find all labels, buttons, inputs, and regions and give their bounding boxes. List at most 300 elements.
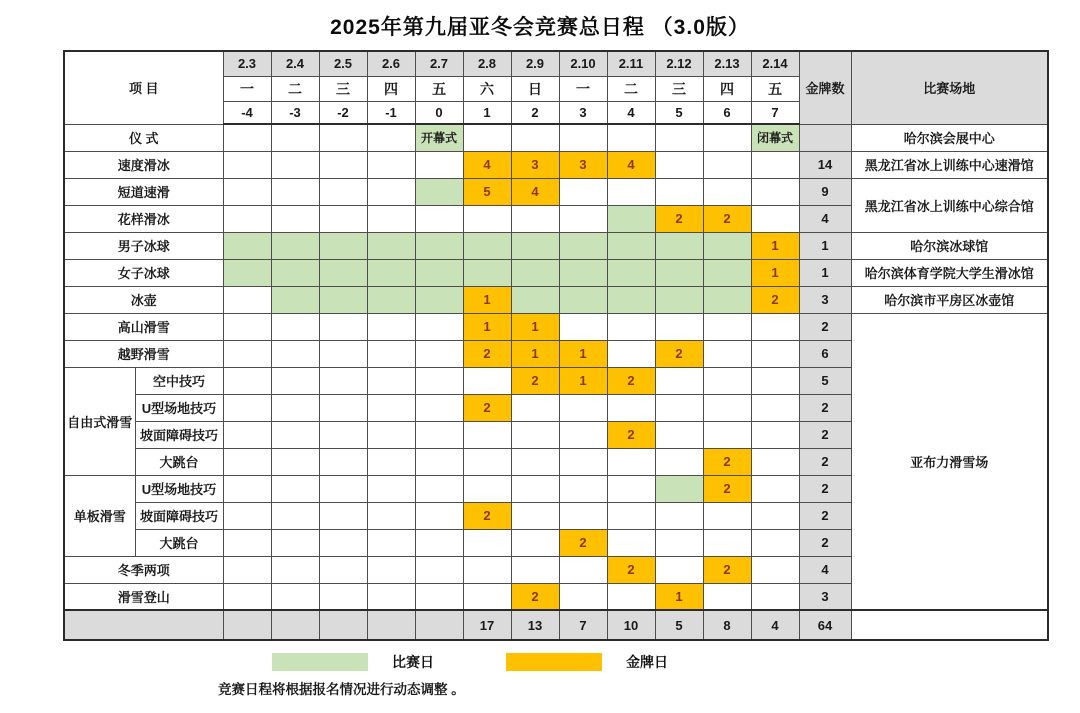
date-cell bbox=[319, 151, 367, 178]
date-cell bbox=[463, 259, 511, 286]
date-cell bbox=[223, 340, 271, 367]
legend bbox=[272, 652, 1080, 672]
date-cell bbox=[271, 151, 319, 178]
gold-day-label: 金牌日 bbox=[626, 654, 668, 670]
table-row bbox=[64, 286, 1048, 313]
date-cell bbox=[655, 421, 703, 448]
date-cell bbox=[655, 394, 703, 421]
date-cell bbox=[463, 448, 511, 475]
date-cell bbox=[703, 259, 751, 286]
page-title: 2025年第九届亚冬会竞赛总日程 （3.0版） bbox=[330, 16, 750, 39]
date-cell bbox=[607, 286, 655, 313]
date-cell bbox=[367, 421, 415, 448]
gold-count-cell: 2 bbox=[799, 313, 851, 340]
totals-date-cell bbox=[319, 610, 367, 640]
footnote: 竞赛日程将根据报名情况进行动态调整 。 bbox=[218, 682, 465, 697]
project-header-cell: 项 目 bbox=[64, 51, 223, 124]
date-cell: 2 bbox=[703, 556, 751, 583]
date-cell bbox=[463, 367, 511, 394]
date-header-cell: 2.14 bbox=[751, 51, 799, 76]
daynumber-header-cell: 3 bbox=[559, 101, 607, 124]
date-cell bbox=[271, 340, 319, 367]
date-cell bbox=[367, 394, 415, 421]
date-cell bbox=[367, 124, 415, 151]
date-cell bbox=[415, 421, 463, 448]
date-cell bbox=[703, 151, 751, 178]
totals-date-cell: 17 bbox=[463, 610, 511, 640]
totals-date-cell: 7 bbox=[559, 610, 607, 640]
date-cell: 2 bbox=[751, 286, 799, 313]
date-cell bbox=[223, 259, 271, 286]
totals-date-cell: 10 bbox=[607, 610, 655, 640]
date-cell bbox=[607, 448, 655, 475]
date-cell bbox=[559, 421, 607, 448]
date-cell bbox=[415, 286, 463, 313]
date-cell bbox=[271, 178, 319, 205]
date-header-cell: 2.7 bbox=[415, 51, 463, 76]
table-row bbox=[64, 178, 1048, 205]
date-cell bbox=[319, 313, 367, 340]
date-cell bbox=[607, 124, 655, 151]
date-cell bbox=[559, 205, 607, 232]
date-cell: 2 bbox=[463, 394, 511, 421]
date-cell bbox=[271, 502, 319, 529]
date-header-cell: 2.3 bbox=[223, 51, 271, 76]
date-cell bbox=[655, 151, 703, 178]
project-label-cell: 越野滑雪 bbox=[64, 340, 223, 367]
date-cell bbox=[319, 259, 367, 286]
date-cell bbox=[367, 313, 415, 340]
date-cell bbox=[751, 367, 799, 394]
date-cell bbox=[463, 232, 511, 259]
date-cell bbox=[367, 529, 415, 556]
date-cell bbox=[559, 178, 607, 205]
date-cell bbox=[463, 205, 511, 232]
date-header-cell: 2.9 bbox=[511, 51, 559, 76]
group-label-cell: 单板滑雪 bbox=[64, 475, 135, 556]
weekday-header-cell: 五 bbox=[751, 76, 799, 101]
date-cell bbox=[271, 583, 319, 610]
date-cell: 2 bbox=[703, 475, 751, 502]
date-cell bbox=[223, 421, 271, 448]
venue-cell: 哈尔滨体育学院大学生滑冰馆 bbox=[851, 259, 1048, 286]
date-cell bbox=[415, 367, 463, 394]
date-cell bbox=[703, 502, 751, 529]
project-label-cell: 大跳台 bbox=[135, 529, 223, 556]
totals-date-cell: 8 bbox=[703, 610, 751, 640]
gold-count-cell: 4 bbox=[799, 205, 851, 232]
date-cell bbox=[319, 421, 367, 448]
date-cell bbox=[559, 448, 607, 475]
date-cell bbox=[703, 394, 751, 421]
weekday-header-cell: 二 bbox=[607, 76, 655, 101]
date-header-cell: 2.8 bbox=[463, 51, 511, 76]
gold-count-cell: 4 bbox=[799, 556, 851, 583]
date-cell bbox=[751, 421, 799, 448]
totals-label-cell bbox=[64, 610, 223, 640]
date-cell bbox=[703, 313, 751, 340]
gold-count-cell: 9 bbox=[799, 178, 851, 205]
date-cell bbox=[223, 529, 271, 556]
date-cell bbox=[607, 205, 655, 232]
date-header-cell: 2.12 bbox=[655, 51, 703, 76]
gold-count-cell: 14 bbox=[799, 151, 851, 178]
weekday-header-cell: 四 bbox=[703, 76, 751, 101]
date-cell bbox=[511, 448, 559, 475]
date-cell: 4 bbox=[511, 178, 559, 205]
date-cell: 2 bbox=[607, 421, 655, 448]
project-label-cell: U型场地技巧 bbox=[135, 475, 223, 502]
gold-header-cell: 金牌数 bbox=[799, 51, 851, 124]
date-cell bbox=[319, 556, 367, 583]
totals-date-cell: 13 bbox=[511, 610, 559, 640]
date-cell bbox=[223, 286, 271, 313]
date-cell bbox=[223, 502, 271, 529]
date-cell bbox=[751, 313, 799, 340]
date-cell bbox=[559, 124, 607, 151]
group-label-cell: 自由式滑雪 bbox=[64, 367, 135, 475]
date-cell bbox=[559, 394, 607, 421]
date-cell bbox=[655, 124, 703, 151]
date-cell: 3 bbox=[559, 151, 607, 178]
venue-cell: 哈尔滨市平房区冰壶馆 bbox=[851, 286, 1048, 313]
date-cell bbox=[223, 151, 271, 178]
date-cell bbox=[703, 421, 751, 448]
date-cell bbox=[223, 448, 271, 475]
weekday-header-cell: 日 bbox=[511, 76, 559, 101]
date-cell bbox=[607, 394, 655, 421]
daynumber-header-cell: 4 bbox=[607, 101, 655, 124]
venue-cell: 哈尔滨冰球馆 bbox=[851, 232, 1048, 259]
daynumber-header-cell: 1 bbox=[463, 101, 511, 124]
date-cell bbox=[415, 583, 463, 610]
date-header-cell: 2.10 bbox=[559, 51, 607, 76]
venue-cell: 黑龙江省冰上训练中心综合馆 bbox=[851, 178, 1048, 232]
date-cell bbox=[703, 178, 751, 205]
date-cell bbox=[463, 529, 511, 556]
gold-count-cell: 2 bbox=[799, 448, 851, 475]
date-cell bbox=[319, 502, 367, 529]
date-cell bbox=[415, 313, 463, 340]
date-cell: 5 bbox=[463, 178, 511, 205]
date-cell bbox=[703, 286, 751, 313]
date-cell bbox=[319, 178, 367, 205]
date-cell bbox=[271, 529, 319, 556]
date-cell bbox=[319, 205, 367, 232]
date-cell bbox=[271, 421, 319, 448]
date-cell bbox=[607, 232, 655, 259]
table-row bbox=[64, 313, 1048, 340]
date-cell bbox=[655, 502, 703, 529]
date-cell bbox=[559, 313, 607, 340]
date-cell bbox=[655, 529, 703, 556]
date-cell bbox=[415, 394, 463, 421]
date-cell bbox=[607, 475, 655, 502]
project-label-cell: 花样滑冰 bbox=[64, 205, 223, 232]
date-cell bbox=[367, 448, 415, 475]
date-cell bbox=[607, 583, 655, 610]
date-cell bbox=[559, 556, 607, 583]
date-cell bbox=[319, 475, 367, 502]
date-cell bbox=[319, 232, 367, 259]
date-cell bbox=[751, 502, 799, 529]
header-row-dates bbox=[64, 51, 1048, 76]
gold-count-cell: 1 bbox=[799, 259, 851, 286]
date-cell bbox=[511, 529, 559, 556]
daynumber-header-cell: -3 bbox=[271, 101, 319, 124]
project-label-cell: 大跳台 bbox=[135, 448, 223, 475]
project-label-cell: U型场地技巧 bbox=[135, 394, 223, 421]
date-cell bbox=[559, 583, 607, 610]
date-cell bbox=[223, 475, 271, 502]
date-cell bbox=[367, 232, 415, 259]
date-cell bbox=[751, 178, 799, 205]
date-cell bbox=[607, 502, 655, 529]
date-cell bbox=[559, 286, 607, 313]
project-label-cell: 空中技巧 bbox=[135, 367, 223, 394]
competition-day-swatch bbox=[272, 653, 368, 671]
date-cell bbox=[655, 367, 703, 394]
gold-count-cell: 2 bbox=[799, 502, 851, 529]
date-cell bbox=[367, 367, 415, 394]
date-cell bbox=[511, 259, 559, 286]
date-cell bbox=[655, 556, 703, 583]
daynumber-header-cell: -2 bbox=[319, 101, 367, 124]
date-cell bbox=[415, 259, 463, 286]
project-label-cell: 冬季两项 bbox=[64, 556, 223, 583]
date-cell bbox=[271, 313, 319, 340]
date-cell bbox=[271, 448, 319, 475]
project-label-cell: 坡面障碍技巧 bbox=[135, 421, 223, 448]
date-cell: 1 bbox=[559, 340, 607, 367]
date-cell bbox=[607, 178, 655, 205]
date-cell bbox=[607, 340, 655, 367]
date-cell bbox=[223, 178, 271, 205]
table-body bbox=[64, 124, 1048, 640]
date-cell bbox=[511, 394, 559, 421]
date-cell bbox=[703, 232, 751, 259]
date-cell: 1 bbox=[751, 232, 799, 259]
gold-count-cell: 2 bbox=[799, 394, 851, 421]
date-cell bbox=[463, 475, 511, 502]
date-cell bbox=[223, 367, 271, 394]
competition-day-label: 比赛日 bbox=[392, 654, 434, 670]
gold-day-swatch bbox=[506, 653, 602, 671]
date-cell bbox=[271, 394, 319, 421]
date-cell bbox=[415, 178, 463, 205]
date-cell bbox=[463, 124, 511, 151]
date-cell bbox=[367, 286, 415, 313]
date-cell bbox=[223, 205, 271, 232]
date-cell bbox=[319, 340, 367, 367]
date-cell bbox=[271, 475, 319, 502]
date-cell bbox=[751, 151, 799, 178]
daynumber-header-cell: 6 bbox=[703, 101, 751, 124]
date-cell bbox=[559, 502, 607, 529]
date-header-cell: 2.5 bbox=[319, 51, 367, 76]
date-cell bbox=[463, 583, 511, 610]
date-cell bbox=[223, 313, 271, 340]
date-cell bbox=[751, 205, 799, 232]
date-cell bbox=[607, 259, 655, 286]
date-cell: 1 bbox=[511, 313, 559, 340]
date-cell bbox=[511, 421, 559, 448]
date-cell: 2 bbox=[511, 367, 559, 394]
date-cell bbox=[511, 124, 559, 151]
date-cell bbox=[751, 583, 799, 610]
venue-cell: 哈尔滨会展中心 bbox=[851, 124, 1048, 151]
date-cell bbox=[415, 232, 463, 259]
date-cell bbox=[271, 205, 319, 232]
daynumber-header-cell: 2 bbox=[511, 101, 559, 124]
date-cell bbox=[703, 340, 751, 367]
table-header bbox=[64, 51, 1048, 124]
date-cell bbox=[751, 475, 799, 502]
date-cell: 1 bbox=[463, 313, 511, 340]
date-cell bbox=[367, 178, 415, 205]
date-cell bbox=[367, 259, 415, 286]
weekday-header-cell: 一 bbox=[559, 76, 607, 101]
date-cell: 开幕式 bbox=[415, 124, 463, 151]
date-cell bbox=[415, 448, 463, 475]
date-cell bbox=[367, 475, 415, 502]
totals-date-cell bbox=[415, 610, 463, 640]
date-cell: 1 bbox=[655, 583, 703, 610]
date-cell bbox=[559, 475, 607, 502]
date-cell bbox=[655, 448, 703, 475]
gold-count-cell: 3 bbox=[799, 286, 851, 313]
date-cell bbox=[655, 286, 703, 313]
project-label-cell: 女子冰球 bbox=[64, 259, 223, 286]
date-cell bbox=[607, 313, 655, 340]
date-cell: 2 bbox=[655, 205, 703, 232]
date-cell bbox=[367, 583, 415, 610]
date-cell bbox=[271, 232, 319, 259]
gold-count-cell bbox=[799, 124, 851, 151]
totals-date-cell: 4 bbox=[751, 610, 799, 640]
totals-gold-cell: 64 bbox=[799, 610, 851, 640]
weekday-header-cell: 一 bbox=[223, 76, 271, 101]
date-cell: 2 bbox=[559, 529, 607, 556]
table-row bbox=[64, 151, 1048, 178]
date-cell bbox=[319, 124, 367, 151]
date-cell bbox=[415, 529, 463, 556]
date-cell bbox=[415, 556, 463, 583]
gold-count-cell: 5 bbox=[799, 367, 851, 394]
project-label-cell: 高山滑雪 bbox=[64, 313, 223, 340]
date-cell: 2 bbox=[463, 340, 511, 367]
gold-count-cell: 6 bbox=[799, 340, 851, 367]
date-cell bbox=[223, 583, 271, 610]
date-cell bbox=[751, 529, 799, 556]
date-cell bbox=[223, 556, 271, 583]
date-header-cell: 2.6 bbox=[367, 51, 415, 76]
date-cell bbox=[511, 286, 559, 313]
gold-count-cell: 3 bbox=[799, 583, 851, 610]
date-header-cell: 2.11 bbox=[607, 51, 655, 76]
date-cell bbox=[415, 205, 463, 232]
totals-date-cell bbox=[223, 610, 271, 640]
date-cell bbox=[367, 340, 415, 367]
date-cell: 2 bbox=[607, 556, 655, 583]
date-cell bbox=[751, 448, 799, 475]
weekday-header-cell: 三 bbox=[319, 76, 367, 101]
date-cell bbox=[655, 259, 703, 286]
weekday-header-cell: 二 bbox=[271, 76, 319, 101]
weekday-header-cell: 四 bbox=[367, 76, 415, 101]
date-cell bbox=[319, 367, 367, 394]
table-row bbox=[64, 124, 1048, 151]
venue-cell: 黑龙江省冰上训练中心速滑馆 bbox=[851, 151, 1048, 178]
date-cell: 2 bbox=[607, 367, 655, 394]
venue-header-cell: 比赛场地 bbox=[851, 51, 1048, 124]
date-cell bbox=[751, 340, 799, 367]
date-cell bbox=[271, 124, 319, 151]
daynumber-header-cell: -1 bbox=[367, 101, 415, 124]
date-cell bbox=[655, 313, 703, 340]
date-cell bbox=[271, 367, 319, 394]
date-cell bbox=[655, 178, 703, 205]
project-label-cell: 仪 式 bbox=[64, 124, 223, 151]
project-label-cell: 坡面障碍技巧 bbox=[135, 502, 223, 529]
gold-count-cell: 2 bbox=[799, 475, 851, 502]
date-cell bbox=[319, 529, 367, 556]
date-cell bbox=[511, 502, 559, 529]
date-cell bbox=[463, 421, 511, 448]
weekday-header-cell: 三 bbox=[655, 76, 703, 101]
project-label-cell: 滑雪登山 bbox=[64, 583, 223, 610]
date-header-cell: 2.4 bbox=[271, 51, 319, 76]
date-cell bbox=[271, 259, 319, 286]
date-cell bbox=[511, 205, 559, 232]
schedule-table bbox=[63, 50, 1049, 641]
project-label-cell: 短道速滑 bbox=[64, 178, 223, 205]
date-cell: 1 bbox=[751, 259, 799, 286]
date-cell bbox=[319, 286, 367, 313]
date-cell bbox=[271, 556, 319, 583]
date-cell: 闭幕式 bbox=[751, 124, 799, 151]
date-cell bbox=[319, 583, 367, 610]
totals-date-cell bbox=[271, 610, 319, 640]
date-cell bbox=[655, 475, 703, 502]
date-cell: 2 bbox=[511, 583, 559, 610]
date-cell bbox=[559, 259, 607, 286]
date-cell bbox=[415, 151, 463, 178]
date-cell: 2 bbox=[463, 502, 511, 529]
date-cell bbox=[367, 151, 415, 178]
date-cell: 1 bbox=[559, 367, 607, 394]
project-label-cell: 速度滑冰 bbox=[64, 151, 223, 178]
date-cell bbox=[223, 124, 271, 151]
totals-venue-cell bbox=[851, 610, 1048, 640]
date-cell: 4 bbox=[463, 151, 511, 178]
date-cell: 1 bbox=[463, 286, 511, 313]
date-cell: 1 bbox=[511, 340, 559, 367]
date-cell: 2 bbox=[655, 340, 703, 367]
date-cell bbox=[703, 529, 751, 556]
daynumber-header-cell: 7 bbox=[751, 101, 799, 124]
date-cell bbox=[751, 556, 799, 583]
daynumber-header-cell: 5 bbox=[655, 101, 703, 124]
date-cell bbox=[511, 232, 559, 259]
weekday-header-cell: 六 bbox=[463, 76, 511, 101]
date-cell bbox=[319, 394, 367, 421]
totals-row bbox=[64, 610, 1048, 640]
date-cell bbox=[463, 556, 511, 583]
date-cell bbox=[511, 556, 559, 583]
totals-date-cell: 5 bbox=[655, 610, 703, 640]
date-cell bbox=[415, 340, 463, 367]
